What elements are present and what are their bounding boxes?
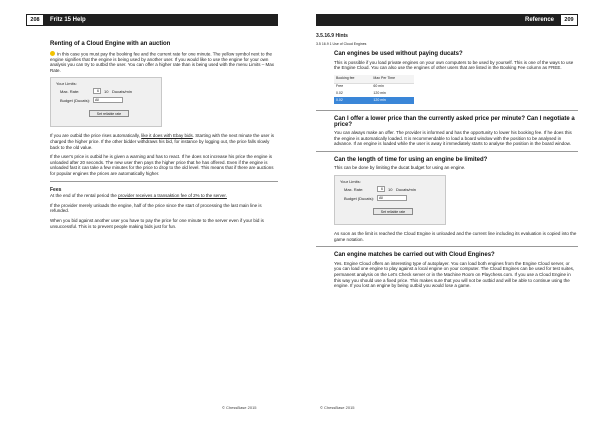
faq-question-2: Can I offer a lower price than the currently asked price per minute? Can I negotiate a price? <box>334 115 575 128</box>
limits-dialog-screenshot <box>334 175 446 225</box>
max-rate-input: 6 <box>93 88 101 94</box>
right-page-header <box>316 14 578 26</box>
faq-answer-3: This can be done by limiting the ducat budget for using an engine. <box>334 165 466 171</box>
fees-paragraph-3: When you bid against another user you have to pay the price for one minute to the server even if your bid is unsuccessful. This is to prevent people making bids just for fun. <box>50 218 264 229</box>
faq-block-3 <box>316 158 578 242</box>
right-header-title: Reference <box>524 17 554 23</box>
right-page <box>300 0 600 424</box>
table-row: Free 60 min <box>336 84 384 89</box>
faq-question-3: Can the length of time for using an engine be limited? <box>334 156 488 163</box>
faq-answer-1: This is possible if you load private engines on your own computers to be used by yourself. This is one of the ways to use the Engine Cloud. You can also use the engines of other users that are listed in the Booking Fee column as FREE. <box>334 59 574 71</box>
set-reliable-rate-button: Set reliable rate <box>89 110 129 117</box>
table-row: 0.02 120 min <box>336 90 386 95</box>
max-rate-label: Max. Rate: <box>344 187 364 193</box>
max-rate-input: 6 <box>377 186 385 192</box>
budget-select: All <box>93 97 123 103</box>
right-page-content <box>316 34 578 293</box>
left-page-number: 208 <box>26 14 44 26</box>
section-title-cloud-auction: Renting of a Cloud Engine with an auction <box>50 41 171 47</box>
left-footer: © ChessBase 2015 <box>222 405 257 410</box>
table-header: Max Per Time <box>371 75 414 83</box>
auction-paragraph-1: In this case you must pay the booking fee and the current rate for one minute. The yellow symbol next to the engine signifies that the engine is being used by another user. If you would like to use the engine for your own analysis you can try to outbid the user. You can offer a higher rate than is being used with the menu Limits – Max Rate. <box>50 51 275 73</box>
limits-dialog-screenshot <box>50 77 162 127</box>
lightbulb-icon <box>50 51 55 56</box>
fees-paragraph-2: If the provider merely unloads the engine, half of the price since the start of processing the last main line is refunded. <box>50 202 262 214</box>
faq-question-1: Can engines be used without paying ducats? <box>334 51 463 58</box>
dialog-group-label: Your Limits: <box>56 81 77 87</box>
max-rate-sep: 10 <box>104 89 109 95</box>
faq-answer-2: You can always make an offer. The provider is informed and has the opportunity to lower his booking fee. If he does this the engine is automatically loaded. It is recommendable to load a board window with the position to be analysed in advance. If an engine is loaded while the user is away it immediately starts to analyse the position in the board window. <box>334 130 572 147</box>
faq-block-4 <box>316 253 578 289</box>
set-reliable-rate-button: Set reliable rate <box>373 208 413 215</box>
faq-answer-3b: As soon as the limit is reached the Cloud Engine is unloaded and the current line including its evaluation is copied into the game notation. <box>334 231 577 242</box>
faq-answer-4: Yes. Engine Cloud offers an interesting type of autoplayer. You can load both engines from the Engine Cloud server, or you can load one engine to play against a local engine on your computer. The Cloud Engines can be used for test suites, permanent analysis on the Let's Check server or in the Machine Room on Playchess.com. If you use a Cloud Engine in this way you should use a fixed price. This makes sure that you will not be outbid and will be able to continue using the engine. If you lost an engine by being outbid you would lose a game. <box>334 260 575 289</box>
faq-question-4: Can engine matches be carried out with Cloud Engines? <box>334 252 495 259</box>
divider <box>316 246 578 247</box>
max-rate-label: Max. Rate: <box>60 89 80 95</box>
booking-fee-table <box>334 75 414 104</box>
transaction-fee-link[interactable]: provider receives a transaktion fee of 2% to the server. <box>118 193 227 199</box>
divider <box>316 151 578 152</box>
max-rate-sep: 10 <box>388 187 393 193</box>
faq-block-2 <box>316 117 578 147</box>
budget-label: Budget (Ducats): <box>60 98 91 104</box>
faq-block-1 <box>316 52 578 104</box>
fees-paragraph-1: At the end of the rental period the provider receives a transaktion fee of 2% to the server. <box>50 193 227 199</box>
section-title-hints: 3.5.16.9 Hints <box>316 33 348 39</box>
auction-paragraph-3: If the user's price is outbid he is given a warning and has to react. If he does not increase his price the engine is unloaded after 20 seconds. The new user then pays the higher price that he has offered. Even if the engine is unloaded fast it can take a few minutes for the price to drop to the old level. This means that if there are auctions for popular engines the prices are automatically higher. <box>50 154 274 177</box>
left-page-content <box>50 42 278 233</box>
table-row-highlighted: 0.02 120 min <box>334 97 414 104</box>
fees-title: Fees <box>50 186 62 193</box>
right-footer: © ChessBase 2015 <box>320 405 355 410</box>
left-header-title: Fritz 15 Help <box>50 17 86 23</box>
ebay-link[interactable]: like it does with Ebay bids <box>141 133 193 139</box>
max-rate-unit: Ducats/min <box>112 89 133 95</box>
auction-paragraph-2: If you are outbid the price rises automatically, like it does with Ebay bids. Starting with the next minute the user is charged the higher price. If the other bidder withdraws his bid, for instance by logging out, the price falls slowly back to the old value. <box>50 133 275 150</box>
divider <box>50 181 278 182</box>
left-page-header <box>26 14 278 26</box>
breadcrumb: 3.5 16.9 1 Use of Cloud Engines <box>316 41 367 46</box>
dialog-group-label: Your Limits: <box>340 179 361 185</box>
right-page-number: 209 <box>560 14 578 26</box>
budget-select: All <box>377 195 407 201</box>
max-rate-unit: Ducats/min <box>396 187 417 193</box>
table-header: Booking fee <box>334 75 371 83</box>
divider <box>316 110 578 111</box>
budget-label: Budget (Ducats): <box>344 196 375 202</box>
